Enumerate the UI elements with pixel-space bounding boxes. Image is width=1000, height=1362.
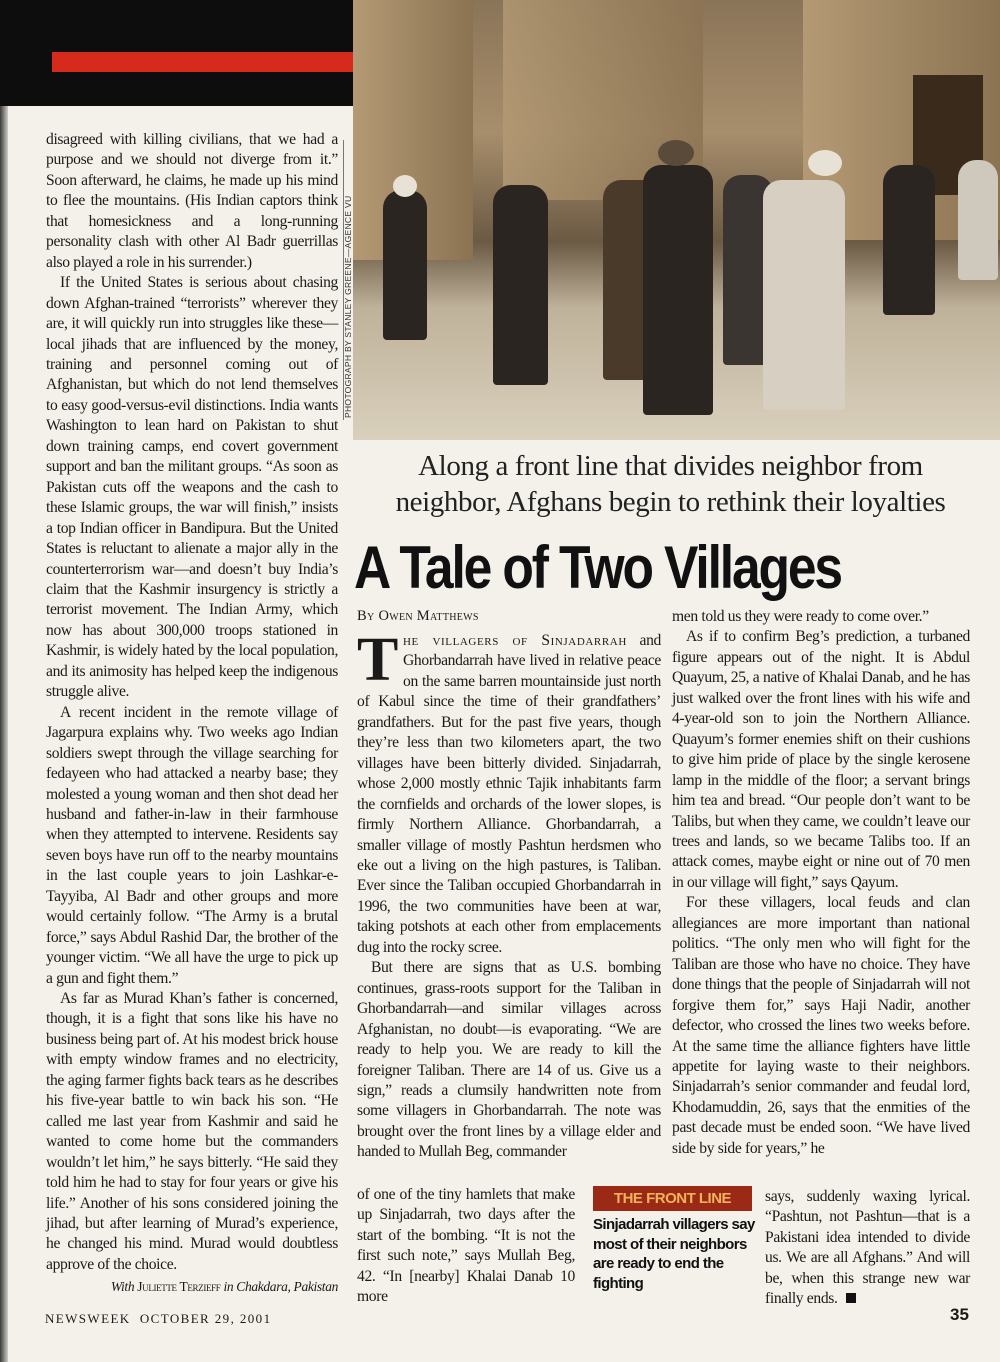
end-mark-icon (846, 1293, 856, 1303)
figure (958, 160, 998, 280)
turban (808, 150, 842, 176)
right-column-lower (765, 1187, 970, 1308)
paragraph: A recent incident in the remote village of Jagarpura explains why. Two weeks ago Indian soldiers swept through the village searching for fedayeen who had attacked a nearby base; they molested a young woman and then shot dead her husband and father-in-law in their farmhouse when they attempted to intervene. Residents say seven boys have run off to the nearby mountains in the last couple years to join Lashkar-e-Tayyiba, Al Badr and other groups and more would certainly follow. “The Army is a brutal force,” says Abdul Rashid Dar, the brother of the younger victim. “We all have the urge to pick up a gun and fight them.” (46, 703, 338, 987)
paragraph: As if to confirm Beg’s prediction, a turbaned figure appears out of the night. It is Abdul Quayum, 25, a native of Khalai Danab, and he has just walked over the front lines with his wife and 4-year-old son to join the Northern Alliance. Quayum’s former enemies shift on their cushions to give him pride of place by the single kerosene lamp in the middle of the floor; a servant brings him tea and bread. “Our people don’t want to be Talibs, but when they came, we couldn’t leave our trees and lands, so we became Talibs too. If an attack comes, maybe eight or nine out of 70 men in our village will fight,” says Qayum. (672, 628, 970, 891)
page-number: 35 (950, 1305, 969, 1324)
drop-cap: T (357, 626, 399, 694)
paragraph: says, suddenly waxing lyrical. “Pashtun, not Pashtun—that is a Pakistani idea intended to divide us. We are all Afghans.” And will be, when this strange new war finally ends. (765, 1188, 970, 1308)
scan-edge (0, 0, 8, 1362)
issue-date: OCTOBER 29, 2001 (139, 1311, 272, 1326)
figure (883, 165, 935, 315)
middle-column-upper (357, 626, 661, 1187)
turban (393, 175, 417, 197)
section-color-bar (52, 52, 354, 72)
lead-paragraph: The villagers of Sinjadarrah and Ghorbandarrah have lived in relative peace on the same barren mountainside just north of Kabul since the time of their grandfathers’ grandfathers. But for the past five years, though they’re less than two kilometers apart, the two villages have been bitterly divided. Sinjadarrah, whose 2,000 mostly ethnic Tajik inhabitants farm the cornfields and orchards of the lower slopes, is firmly Northern Alliance. Ghorbandarrah, a smaller village of mostly Pashtun herdsmen who eke out a living on the high pastures, is Taliban. Ever since the Taliban occupied Ghorbandarrah in 1996, the two communities have been at war, taking potshots at each other from emplacements dug into the rocky scree. (357, 626, 661, 956)
right-column-upper (672, 607, 970, 1187)
paragraph: But there are signs that as U.S. bombing continues, grass-roots support for the Taliban in Ghorbandarrah—and similar villages across Afghanistan, no doubt—is evaporating. “We are ready to help you. We are ready to kill the foreigner Taliban. There are 14 of us. Give us a sign,” reads a clumsily handwritten note from some villagers in Ghorbandarrah. The note was brought over the front lines by a village elder and handed to Mullah Beg, commander (357, 959, 661, 1161)
paragraph: disagreed with killing civilians, that we had a purpose and we should not diverge from it.” Soon afterward, he claims, he made up his mind to flee the mountains. (His Indian captors think that homesickness and a long-running personality clash with other Al Badr guerrillas also played a role in his surrender.) (46, 131, 338, 271)
sidebar-caption: Sinjadarrah villagers say most of their neighbors are ready to end the fighting (593, 1216, 755, 1292)
article-photo (353, 0, 1000, 440)
paragraph: men told us they were ready to come over.” (672, 608, 929, 625)
figure (763, 180, 845, 410)
paragraph: For these villagers, local feuds and clan allegiances are more important than national politics. “The only men who will fight for the Taliban are those who have no choice. They have done things that the people of Sinjadarrah will not forgive them for,” says Haji Nadir, another defector, who crossed the lines two weeks before. At the same time the alliance fighters have little appetite for laying waste to their neighbors. Sinjadarrah’s senior commander and feudal lord, Khodamuddin, 26, says that the enmities of the past decade must be ended soon. “We have lived side by side for years,” he (672, 894, 970, 1157)
paragraph: If the United States is serious about chasing down Afghan-trained “terrorists” wherever they are, it will quickly run into struggles like these—local jihads that are influenced by the money, training and personnel coming out of Afghanistan, but which do not lend themselves to easy good-versus-evil distinctions. India wants Washington to lean hard on Pakistan to shut down training camps, end covert government support and ban the militant groups. “As soon as Pakistan cuts off the weapons and the cash to these Islamic groups, the war will finish,” insists a top Indian officer in Bandipura. But the United States is reluctant to alienate a major ally in the counterterrorism war—and doesn’t buy India’s claim that the Kashmir insurgency is strictly a terrorist movement. The Indian Army, which now has about 300,000 troops stationed in Kashmir, is widely hated by the local population, and its animosity has helped keep the indigenous struggle alive. (46, 274, 338, 701)
article-deck: Along a front line that divides neighbor from neighbor, Afghans begin to rethink their loyalties (395, 450, 946, 518)
figure (383, 190, 427, 340)
byline: By Owen Matthews (357, 608, 479, 624)
turban (658, 140, 694, 166)
figure (493, 185, 548, 385)
paragraph: of one of the tiny hamlets that make up Sinjadarrah, two days after the start of the bombing. “It is not the first such note,” says Mullah Beg, 42. “In [nearby] Khalai Danab 10 more (357, 1186, 575, 1306)
reporting-credit: With Juliette Terzieff in Chakdara, Pakistan (110, 1279, 338, 1295)
page-footer (45, 1311, 271, 1327)
article-headline: A Tale of Two Villages (354, 534, 841, 601)
middle-column-lower (357, 1185, 575, 1306)
photo-credit: PHOTOGRAPH BY STANLEY GREENE—AGENCE VU (343, 195, 353, 418)
sidebar-label: THE FRONT LINE (593, 1186, 752, 1211)
figure (643, 165, 713, 415)
paragraph: As far as Murad Khan’s father is concerned, though, it is a fight that sons like his have no business being part of. At his modest brick house with empty window frames and no electricity, the aging farmer fights back tears as he describes his five-year battle to win back his son. “He called me last year from Kashmir and said he wanted to come home but the commanders wouldn’t let him,” he says bitterly. “He said they told him he had to stay for four years or give his life.” Another of his sons considered joining the jihad, but after learning of Murad’s experience, he changed his mind. Murad would doubtless approve of the choice. (46, 990, 338, 1273)
lead-in: he villagers of Sinjadarrah (403, 632, 627, 649)
left-column (46, 130, 338, 1300)
publication-name: NEWSWEEK (45, 1311, 131, 1326)
